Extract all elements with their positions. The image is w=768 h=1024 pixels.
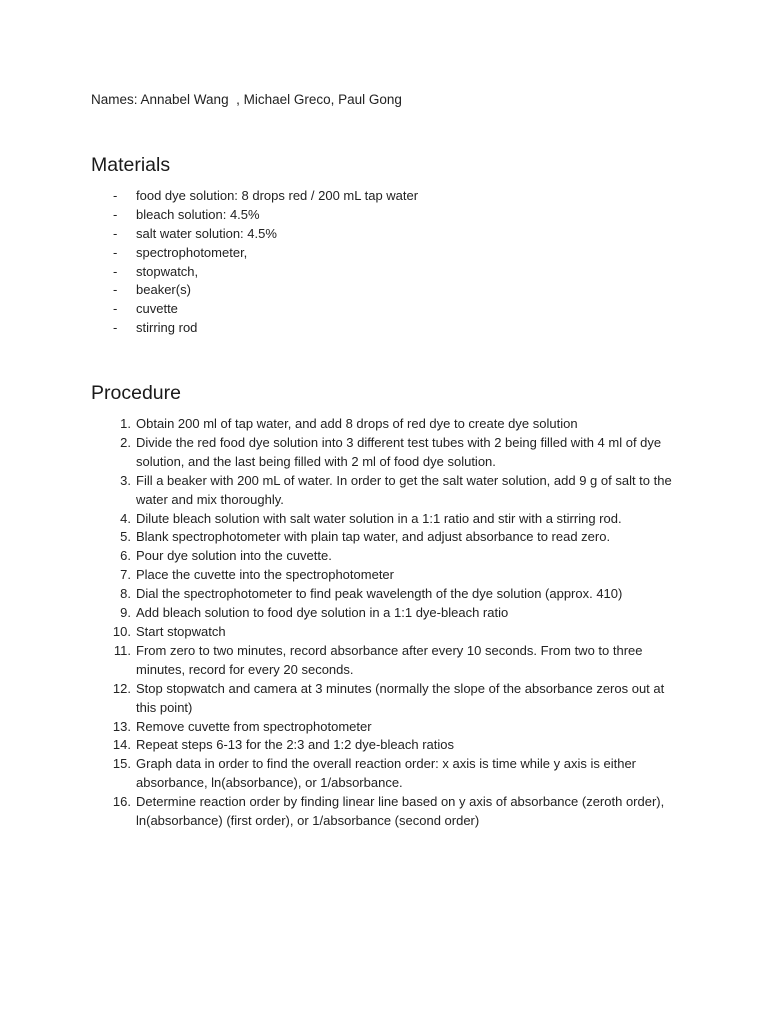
step-number: 8. — [120, 586, 131, 602]
step-text: From zero to two minutes, record absorbance after every 10 seconds. From two to three minutes, record for every 20 seconds. — [136, 642, 643, 677]
bullet-dash: - — [113, 244, 118, 260]
procedure-step — [0, 793, 676, 831]
step-number: 15. — [112, 756, 131, 772]
procedure-step — [0, 547, 676, 566]
step-number: 6. — [120, 548, 131, 564]
procedure-step — [0, 415, 676, 434]
list-item-text: spectrophotometer, — [136, 244, 248, 260]
bullet-dash: - — [113, 301, 118, 317]
list-item — [0, 187, 696, 206]
procedure-step — [0, 680, 676, 718]
step-number: 5. — [120, 529, 131, 545]
step-number: 4. — [120, 510, 131, 526]
procedure-step — [0, 718, 676, 737]
step-text: Start stopwatch — [136, 623, 226, 639]
step-number: 11. — [113, 642, 131, 658]
step-text: Blank spectrophotometer with plain tap water, and adjust absorbance to read zero. — [136, 529, 611, 545]
step-text: Repeat steps 6-13 for the 2:3 and 1:2 dye-bleach ratios — [136, 737, 454, 753]
procedure-step — [0, 623, 676, 642]
step-number: 9. — [120, 605, 131, 621]
bullet-dash: - — [113, 206, 118, 222]
procedure-list — [0, 415, 676, 831]
step-text: Add bleach solution to food dye solution in a 1:1 dye-bleach ratio — [136, 605, 509, 621]
list-item — [0, 319, 696, 338]
list-item-text: stirring rod — [136, 320, 198, 336]
list-item — [0, 225, 696, 244]
procedure-step — [0, 566, 676, 585]
step-text: Dilute bleach solution with salt water solution in a 1:1 ratio and stir with a stirring rod. — [136, 510, 622, 526]
list-item — [0, 263, 696, 282]
procedure-step — [0, 736, 676, 755]
step-text: Determine reaction order by finding linear line based on y axis of absorbance (zeroth order), ln(absorbance) (first order), or 1/absorbance (second order) — [136, 794, 665, 829]
names-line: Names: Annabel Wang , Michael Greco, Paul Gong — [91, 92, 402, 107]
step-text: Stop stopwatch and camera at 3 minutes (normally the slope of the absorbance zeros out at this point) — [136, 680, 665, 715]
list-item-text: salt water solution: 4.5% — [136, 225, 277, 241]
procedure-heading: Procedure — [91, 382, 181, 404]
step-text: Obtain 200 ml of tap water, and add 8 drops of red dye to create dye solution — [136, 416, 578, 431]
bullet-dash: - — [113, 188, 118, 203]
list-item-text: bleach solution: 4.5% — [136, 206, 260, 222]
step-text: Place the cuvette into the spectrophotometer — [136, 567, 394, 583]
list-item — [0, 281, 696, 300]
step-number: 10. — [112, 623, 131, 639]
procedure-step — [0, 472, 676, 510]
step-number: 14. — [112, 737, 131, 753]
step-text: Remove cuvette from spectrophotometer — [136, 718, 372, 734]
step-text: Divide the red food dye solution into 3 different test tubes with 2 being filled with 4 ml of dye solution, and the last being filled with 2 ml of food dye solution. — [136, 434, 662, 469]
list-item-text: beaker(s) — [136, 282, 191, 298]
materials-list — [0, 187, 696, 338]
step-number: 12. — [112, 680, 131, 696]
step-number: 13. — [112, 718, 131, 734]
list-item — [0, 206, 696, 225]
bullet-dash: - — [113, 320, 118, 336]
procedure-step — [0, 755, 676, 793]
step-number: 1. — [120, 416, 131, 431]
list-item-text: food dye solution: 8 drops red / 200 mL tap water — [136, 188, 419, 203]
step-number: 7. — [120, 567, 131, 583]
step-number: 3. — [120, 472, 131, 488]
step-text: Pour dye solution into the cuvette. — [136, 548, 332, 564]
bullet-dash: - — [113, 225, 118, 241]
procedure-step — [0, 434, 676, 472]
step-number: 2. — [120, 434, 131, 450]
procedure-step — [0, 642, 676, 680]
step-number: 16. — [112, 794, 131, 810]
list-item-text: stopwatch, — [136, 263, 199, 279]
procedure-step — [0, 604, 676, 623]
bullet-dash: - — [113, 263, 118, 279]
step-text: Fill a beaker with 200 mL of water. In order to get the salt water solution, add 9 g of salt to the water and mix thoroughly. — [136, 472, 672, 507]
list-item-text: cuvette — [136, 301, 178, 317]
procedure-step — [0, 528, 676, 547]
materials-heading: Materials — [91, 154, 171, 176]
bullet-dash: - — [113, 282, 118, 298]
step-text: Graph data in order to find the overall reaction order: x axis is time while y axis is either absorbance, ln(absorbance), or 1/absorbance. — [136, 756, 637, 791]
procedure-step — [0, 585, 676, 604]
step-text: Dial the spectrophotometer to find peak wavelength of the dye solution (approx. 410) — [136, 586, 623, 602]
list-item — [0, 244, 696, 263]
list-item — [0, 300, 696, 319]
procedure-step — [0, 510, 676, 529]
